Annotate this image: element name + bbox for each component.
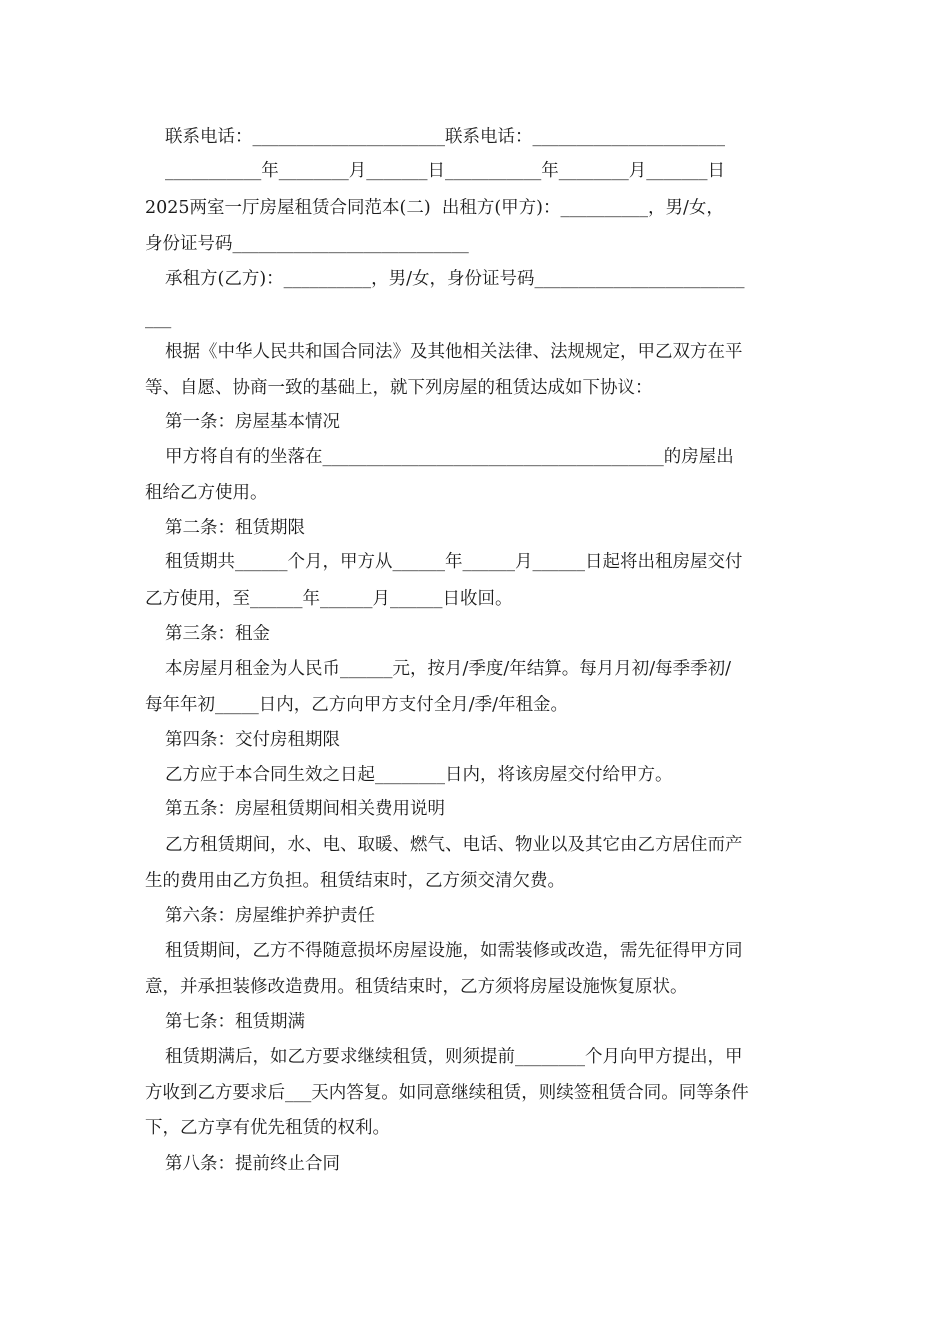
article-1-text-1: 甲方将自有的坐落在_______________________________________的房屋出 — [165, 447, 734, 467]
article-2-text-1: 租赁期共______个月，甲方从______年______月______日起将出租房屋交付 — [165, 552, 743, 572]
date-line: ___________年________月_______日___________年________月_______日 — [165, 161, 725, 181]
article-4-heading: 第四条：交付房租期限 — [165, 730, 340, 750]
article-2-text-2: 乙方使用，至______年______月______日收回。 — [145, 589, 513, 609]
article-6-heading: 第六条：房屋维护养护责任 — [165, 906, 375, 926]
article-7-text-1: 租赁期满后，如乙方要求继续租赁，则须提前________个月向甲方提出，甲 — [165, 1047, 743, 1067]
article-7-heading: 第七条：租赁期满 — [165, 1012, 305, 1032]
article-7-text-2: 方收到乙方要求后___天内答复。如同意继续租赁，则续签租赁合同。同等条件 — [145, 1083, 749, 1103]
preamble-line-2: 等、自愿、协商一致的基础上，就下列房屋的租赁达成如下协议： — [145, 378, 653, 398]
title-lessor-line: 2025两室一厅房屋租赁合同范本(二) 出租方(甲方)：__________，男/女， — [145, 198, 724, 218]
article-1-text-2: 租给乙方使用。 — [145, 483, 268, 503]
article-7-text-3: 下，乙方享有优先租赁的权利。 — [145, 1118, 390, 1138]
article-1-heading: 第一条：房屋基本情况 — [165, 412, 340, 432]
article-8-heading: 第八条：提前终止合同 — [165, 1154, 340, 1174]
contact-phone-line: 联系电话：______________________联系电话：______________________ — [165, 127, 725, 147]
article-3-text-1: 本房屋月租金为人民币______元，按月/季度/年结算。每月月初/每季季初/ — [165, 659, 732, 679]
article-5-text-1: 乙方租赁期间，水、电、取暖、燃气、电话、物业以及其它由乙方居住而产 — [165, 835, 743, 855]
article-5-heading: 第五条：房屋租赁期间相关费用说明 — [165, 799, 445, 819]
lessor-id-line: 身份证号码___________________________ — [145, 234, 469, 254]
lessee-line: 承租方(乙方)：__________，男/女，身份证号码________________________ — [165, 269, 745, 289]
article-4-text-1: 乙方应于本合同生效之日起________日内，将该房屋交付给甲方。 — [165, 765, 673, 785]
article-6-text-2: 意，并承担装修改造费用。租赁结束时，乙方须将房屋设施恢复原状。 — [145, 977, 688, 997]
article-5-text-2: 生的费用由乙方负担。租赁结束时，乙方须交清欠费。 — [145, 871, 565, 891]
article-3-text-2: 每年年初_____日内，乙方向甲方支付全月/季/年租金。 — [145, 695, 569, 715]
article-6-text-1: 租赁期间，乙方不得随意损坏房屋设施，如需装修或改造，需先征得甲方同 — [165, 941, 743, 961]
article-3-heading: 第三条：租金 — [165, 624, 270, 644]
article-2-heading: 第二条：租赁期限 — [165, 518, 305, 538]
preamble-line-1: 根据《中华人民共和国合同法》及其他相关法律、法规规定，甲乙双方在平 — [165, 342, 743, 362]
lessee-id-continuation: ___ — [145, 309, 172, 329]
